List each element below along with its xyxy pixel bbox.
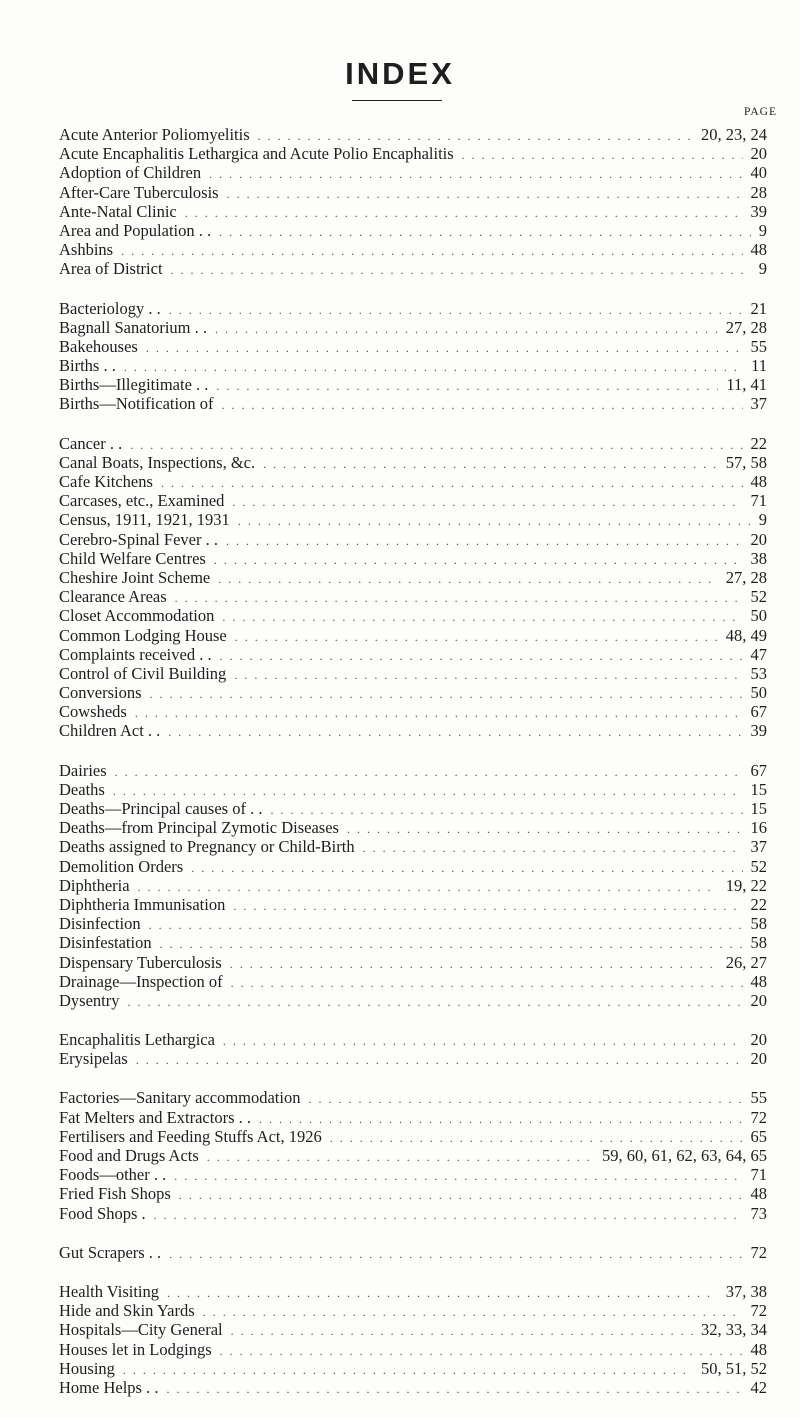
entry-label: Diphtheria bbox=[59, 875, 130, 895]
dot-leader bbox=[128, 995, 743, 1010]
index-group bbox=[59, 761, 767, 1010]
entry-pages: 11 bbox=[751, 356, 767, 376]
entry-pages: 50, 51, 52 bbox=[701, 1358, 767, 1378]
index-entry bbox=[59, 1359, 767, 1378]
entry-label: Acute Encaphalitis Lethargica and Acute Polio Encaphalitis bbox=[59, 144, 454, 164]
entry-pages: 20 bbox=[750, 1049, 767, 1069]
entry-label: Encaphalitis Lethargica bbox=[59, 1030, 215, 1050]
entry-pages: 9 bbox=[758, 510, 767, 530]
dot-leader bbox=[235, 630, 718, 645]
entry-label: Dispensary Tuberculosis bbox=[59, 952, 222, 972]
entry-pages: 15 bbox=[750, 799, 767, 818]
entry-label: Deaths bbox=[59, 779, 105, 799]
index-entry bbox=[59, 510, 767, 529]
index-entry bbox=[59, 972, 767, 991]
entry-pages: 9 bbox=[758, 259, 767, 279]
index-entry bbox=[59, 953, 767, 972]
index-entry bbox=[59, 587, 767, 606]
dot-leader bbox=[347, 822, 743, 837]
index-entry bbox=[59, 163, 767, 182]
index-group bbox=[59, 1282, 767, 1397]
dot-leader bbox=[169, 1247, 742, 1262]
index-entry bbox=[59, 606, 767, 625]
entry-label: Houses let in Lodgings bbox=[59, 1339, 212, 1359]
dot-leader bbox=[209, 167, 742, 182]
dot-leader bbox=[214, 553, 743, 568]
entry-label: Common Lodging House bbox=[59, 625, 227, 645]
index-entry bbox=[59, 1243, 767, 1262]
entry-pages: 58 bbox=[750, 933, 767, 953]
entry-label: Acute Anterior Poliomyelitis bbox=[59, 125, 250, 144]
entry-pages: 16 bbox=[750, 818, 767, 838]
entry-pages: 21 bbox=[750, 298, 767, 318]
entry-pages: 22 bbox=[750, 433, 767, 453]
index-entry bbox=[59, 337, 767, 356]
index-entry bbox=[59, 1184, 767, 1203]
dot-leader bbox=[263, 457, 718, 472]
index-entry bbox=[59, 549, 767, 568]
dot-leader bbox=[149, 918, 743, 933]
dot-leader bbox=[330, 1131, 743, 1146]
index-group bbox=[59, 125, 767, 279]
dot-leader bbox=[230, 957, 718, 972]
entry-label: Children Act . . bbox=[59, 721, 161, 741]
dot-leader bbox=[226, 534, 743, 549]
index-entry bbox=[59, 780, 767, 799]
entry-label: Carcases, etc., Examined bbox=[59, 491, 225, 511]
entry-label: Births . . bbox=[59, 356, 116, 376]
dot-leader bbox=[146, 341, 743, 356]
index-entry bbox=[59, 125, 767, 144]
entry-label: Bacteriology . . bbox=[59, 298, 161, 318]
index-entry bbox=[59, 933, 767, 952]
entry-pages: 48 bbox=[750, 1339, 767, 1359]
index-entry bbox=[59, 837, 767, 856]
entry-pages: 55 bbox=[750, 1088, 767, 1108]
entry-label: Foods—other . . bbox=[59, 1165, 167, 1185]
index-entry bbox=[59, 626, 767, 645]
index-entry bbox=[59, 761, 767, 780]
entry-label: After-Care Tuberculosis bbox=[59, 182, 219, 202]
dot-leader bbox=[308, 1092, 742, 1107]
dot-leader bbox=[216, 379, 718, 394]
entry-pages: 19, 22 bbox=[725, 875, 767, 895]
index-entry bbox=[59, 530, 767, 549]
entry-pages: 48 bbox=[750, 971, 767, 991]
entry-label: Bagnall Sanatorium . . bbox=[59, 317, 208, 337]
index-entry bbox=[59, 144, 767, 163]
entry-label: Adoption of Children bbox=[59, 163, 202, 183]
entry-pages: 20 bbox=[750, 1030, 767, 1050]
entry-pages: 27, 28 bbox=[725, 567, 767, 587]
index-entry bbox=[59, 183, 767, 202]
index-entry bbox=[59, 1049, 767, 1068]
index-entry bbox=[59, 1030, 767, 1049]
entry-pages: 67 bbox=[750, 702, 767, 722]
entry-label: Dysentry bbox=[59, 990, 120, 1010]
entry-label: Child Welfare Centres bbox=[59, 548, 206, 568]
entry-label: Disinfestation bbox=[59, 933, 152, 953]
dot-leader bbox=[136, 1053, 743, 1068]
index-entry bbox=[59, 221, 767, 240]
entry-pages: 59, 60, 61, 62, 63, 64, 65 bbox=[602, 1146, 767, 1165]
entry-pages: 52 bbox=[750, 856, 767, 876]
dot-leader bbox=[221, 398, 742, 413]
dot-leader bbox=[227, 187, 743, 202]
dot-leader bbox=[207, 1150, 594, 1165]
dot-leader bbox=[238, 514, 751, 529]
dot-leader bbox=[222, 610, 742, 625]
entry-pages: 39 bbox=[750, 721, 767, 741]
entry-label: Cafe Kitchens bbox=[59, 472, 153, 491]
index-entry bbox=[59, 895, 767, 914]
index-group bbox=[59, 299, 767, 414]
entry-pages: 71 bbox=[750, 491, 767, 511]
entry-label: Area of District bbox=[59, 259, 163, 279]
entry-pages: 58 bbox=[750, 914, 767, 934]
index-group bbox=[59, 1088, 767, 1222]
entry-label: Fat Melters and Extractors . . bbox=[59, 1107, 251, 1127]
dot-leader bbox=[191, 861, 742, 876]
index-entry bbox=[59, 702, 767, 721]
entry-pages: 15 bbox=[750, 779, 767, 799]
dot-leader bbox=[179, 1188, 743, 1203]
index-group bbox=[59, 434, 767, 741]
entry-label: Demolition Orders bbox=[59, 856, 184, 876]
dot-leader bbox=[203, 1305, 743, 1320]
entry-label: Health Visiting bbox=[59, 1281, 159, 1301]
index-entry bbox=[59, 434, 767, 453]
dot-leader bbox=[113, 784, 743, 799]
entry-label: Hospitals—City General bbox=[59, 1320, 223, 1340]
entry-label: Births—Illegitimate . . bbox=[59, 375, 209, 395]
dot-leader bbox=[233, 899, 742, 914]
entry-label: Deaths—from Principal Zymotic Diseases bbox=[59, 818, 339, 838]
index-entry bbox=[59, 1378, 767, 1397]
index-entry bbox=[59, 1340, 767, 1359]
entry-label: Bakehouses bbox=[59, 336, 138, 356]
dot-leader bbox=[234, 668, 742, 683]
entry-pages: 28 bbox=[750, 182, 767, 202]
dot-leader bbox=[174, 1169, 742, 1184]
index-group bbox=[59, 1243, 767, 1262]
index-entry bbox=[59, 472, 767, 491]
dot-leader bbox=[150, 687, 743, 702]
entry-pages: 72 bbox=[750, 1242, 767, 1262]
dot-leader bbox=[161, 476, 743, 491]
dot-leader bbox=[160, 937, 743, 952]
entry-label: Cowsheds bbox=[59, 702, 127, 722]
page-column-header: PAGE bbox=[744, 106, 777, 118]
entry-label: Births—Notification of bbox=[59, 394, 214, 414]
entry-label: Canal Boats, Inspections, &c. bbox=[59, 452, 256, 472]
entry-label: Home Helps . . bbox=[59, 1377, 159, 1397]
index-entry bbox=[59, 299, 767, 318]
dot-leader bbox=[363, 841, 743, 856]
entry-pages: 20 bbox=[750, 144, 767, 164]
index-entry bbox=[59, 664, 767, 683]
dot-leader bbox=[175, 591, 743, 606]
index-entry bbox=[59, 1088, 767, 1107]
index-list bbox=[59, 125, 767, 1417]
title-rule bbox=[352, 100, 442, 101]
entry-pages: 57, 58 bbox=[725, 452, 767, 472]
index-entry bbox=[59, 799, 767, 818]
dot-leader bbox=[270, 803, 742, 818]
entry-label: Cheshire Joint Scheme bbox=[59, 567, 211, 587]
index-entry bbox=[59, 1301, 767, 1320]
entry-label: Diphtheria Immunisation bbox=[59, 894, 226, 914]
index-entry bbox=[59, 721, 767, 740]
entry-pages: 42 bbox=[750, 1377, 767, 1397]
entry-pages: 20, 23, 24 bbox=[701, 125, 767, 144]
entry-pages: 50 bbox=[750, 683, 767, 703]
entry-pages: 48, 49 bbox=[725, 625, 767, 645]
entry-pages: 39 bbox=[750, 201, 767, 221]
index-entry bbox=[59, 683, 767, 702]
index-entry bbox=[59, 202, 767, 221]
entry-pages: 26, 27 bbox=[725, 952, 767, 972]
dot-leader bbox=[130, 438, 742, 453]
dot-leader bbox=[258, 129, 693, 144]
dot-leader bbox=[167, 1286, 718, 1301]
entry-pages: 38 bbox=[750, 548, 767, 568]
entry-label: Clearance Areas bbox=[59, 587, 167, 607]
dot-leader bbox=[223, 1034, 743, 1049]
index-entry bbox=[59, 876, 767, 895]
entry-pages: 65 bbox=[750, 1126, 767, 1146]
entry-pages: 20 bbox=[750, 990, 767, 1010]
dot-leader bbox=[185, 206, 743, 221]
entry-label: Closet Accommodation bbox=[59, 606, 215, 626]
dot-leader bbox=[121, 244, 742, 259]
entry-pages: 47 bbox=[750, 644, 767, 664]
index-entry bbox=[59, 1146, 767, 1165]
index-group bbox=[59, 1030, 767, 1068]
entry-label: Gut Scrapers . . bbox=[59, 1242, 162, 1262]
entry-pages: 72 bbox=[750, 1301, 767, 1321]
index-entry bbox=[59, 1108, 767, 1127]
dot-leader bbox=[168, 725, 742, 740]
entry-pages: 48 bbox=[750, 240, 767, 260]
dot-leader bbox=[462, 148, 743, 163]
entry-pages: 37, 38 bbox=[725, 1281, 767, 1301]
entry-label: Deaths assigned to Pregnancy or Child-Birth bbox=[59, 837, 355, 857]
dot-leader bbox=[123, 1363, 693, 1378]
entry-label: Complaints received . . bbox=[59, 644, 212, 664]
entry-pages: 71 bbox=[750, 1165, 767, 1185]
entry-label: Dairies bbox=[59, 760, 107, 780]
index-entry bbox=[59, 356, 767, 375]
dot-leader bbox=[219, 225, 751, 240]
entry-pages: 72 bbox=[750, 1107, 767, 1127]
dot-leader bbox=[215, 322, 718, 337]
entry-label: Ante-Natal Clinic bbox=[59, 201, 177, 221]
entry-label: Cerebro-Spinal Fever . . bbox=[59, 529, 218, 549]
entry-pages: 32, 33, 34 bbox=[701, 1320, 767, 1340]
entry-pages: 37 bbox=[750, 837, 767, 857]
index-entry bbox=[59, 240, 767, 259]
entry-label: Cancer . . bbox=[59, 433, 123, 453]
entry-pages: 9 bbox=[758, 220, 767, 240]
index-entry bbox=[59, 259, 767, 278]
dot-leader bbox=[220, 649, 743, 664]
dot-leader bbox=[231, 976, 743, 991]
dot-leader bbox=[135, 706, 743, 721]
entry-label: Hide and Skin Yards bbox=[59, 1301, 195, 1321]
index-entry bbox=[59, 568, 767, 587]
entry-pages: 48 bbox=[750, 472, 767, 491]
entry-pages: 40 bbox=[750, 163, 767, 183]
entry-label: Deaths—Principal causes of . . bbox=[59, 799, 263, 818]
index-entry bbox=[59, 375, 767, 394]
index-entry bbox=[59, 491, 767, 510]
index-entry bbox=[59, 453, 767, 472]
entry-pages: 53 bbox=[750, 663, 767, 683]
entry-pages: 22 bbox=[750, 894, 767, 914]
dot-leader bbox=[232, 495, 742, 510]
entry-label: Fertilisers and Feeding Stuffs Act, 1926 bbox=[59, 1126, 322, 1146]
entry-label: Fried Fish Shops bbox=[59, 1184, 171, 1204]
index-entry bbox=[59, 1127, 767, 1146]
index-entry bbox=[59, 1204, 767, 1223]
entry-label: Conversions bbox=[59, 683, 142, 703]
index-entry bbox=[59, 318, 767, 337]
dot-leader bbox=[124, 360, 743, 375]
dot-leader bbox=[166, 1382, 742, 1397]
dot-leader bbox=[171, 263, 751, 278]
index-entry bbox=[59, 818, 767, 837]
entry-pages: 50 bbox=[750, 606, 767, 626]
entry-pages: 55 bbox=[750, 336, 767, 356]
entry-pages: 67 bbox=[750, 760, 767, 780]
entry-label: Erysipelas bbox=[59, 1049, 128, 1069]
entry-pages: 11, 41 bbox=[726, 375, 767, 395]
entry-label: Food Shops . bbox=[59, 1203, 146, 1223]
entry-label: Housing bbox=[59, 1358, 115, 1378]
entry-label: Disinfection bbox=[59, 914, 141, 934]
entry-label: Food and Drugs Acts bbox=[59, 1146, 199, 1165]
entry-label: Drainage—Inspection of bbox=[59, 971, 223, 991]
index-entry bbox=[59, 857, 767, 876]
index-entry bbox=[59, 991, 767, 1010]
dot-leader bbox=[115, 765, 743, 780]
dot-leader bbox=[138, 880, 718, 895]
entry-label: Control of Civil Building bbox=[59, 663, 227, 683]
entry-pages: 52 bbox=[750, 587, 767, 607]
entry-pages: 37 bbox=[750, 394, 767, 414]
index-entry bbox=[59, 645, 767, 664]
dot-leader bbox=[154, 1208, 743, 1223]
entry-label: Ashbins bbox=[59, 240, 114, 260]
entry-pages: 27, 28 bbox=[725, 317, 767, 337]
entry-label: Factories—Sanitary accommodation bbox=[59, 1088, 301, 1108]
dot-leader bbox=[220, 1344, 743, 1359]
index-entry bbox=[59, 1282, 767, 1301]
index-entry bbox=[59, 914, 767, 933]
entry-pages: 73 bbox=[750, 1203, 767, 1223]
entry-label: Census, 1911, 1921, 1931 bbox=[59, 510, 230, 530]
dot-leader bbox=[218, 572, 718, 587]
index-entry bbox=[59, 394, 767, 413]
dot-leader bbox=[169, 303, 743, 318]
dot-leader bbox=[231, 1324, 693, 1339]
entry-pages: 20 bbox=[750, 529, 767, 549]
dot-leader bbox=[259, 1112, 743, 1127]
entry-label: Area and Population . . bbox=[59, 220, 212, 240]
page-title: INDEX bbox=[345, 56, 455, 91]
entry-pages: 48 bbox=[750, 1184, 767, 1204]
index-entry bbox=[59, 1165, 767, 1184]
